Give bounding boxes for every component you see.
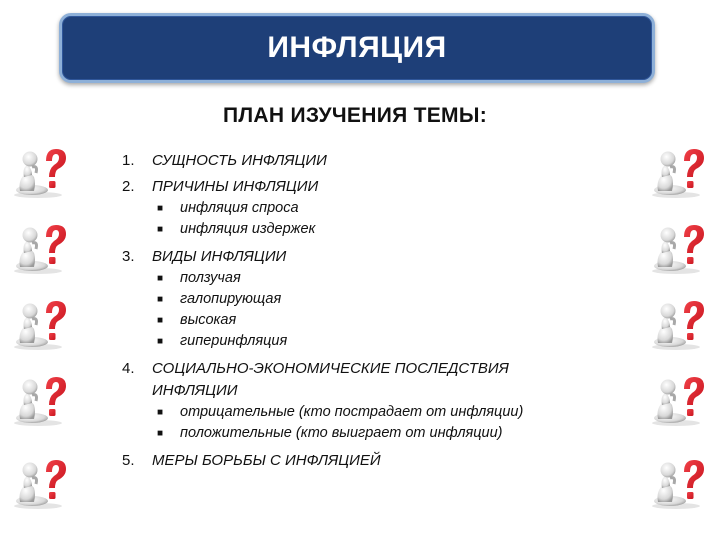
item-text: ВИДЫ ИНФЛЯЦИИ bbox=[152, 248, 287, 265]
thinking-figure-question-mark-icon bbox=[648, 295, 708, 351]
thinking-figure-question-mark-icon bbox=[648, 143, 708, 199]
outline-item bbox=[122, 176, 602, 198]
thinking-figure-question-mark-icon bbox=[648, 454, 708, 510]
bullet-icon: ■ bbox=[157, 315, 164, 326]
sub-item-text: положительные (кто выиграет от инфляции) bbox=[180, 425, 503, 441]
subtitle-text: ПЛАН ИЗУЧЕНИЯ ТЕМЫ: bbox=[222, 104, 488, 127]
sub-item bbox=[122, 289, 602, 310]
sub-item-text: инфляция спроса bbox=[180, 200, 299, 216]
item-text: МЕРЫ БОРЬБЫ С ИНФЛЯЦИЕЙ bbox=[152, 452, 381, 469]
item-text: СУЩНОСТЬ ИНФЛЯЦИИ bbox=[152, 152, 327, 169]
outline-item bbox=[122, 450, 602, 472]
slide-title: ИНФЛЯЦИЯ bbox=[267, 31, 447, 64]
sub-item-text: высокая bbox=[180, 312, 237, 328]
item-number: 5. bbox=[122, 452, 135, 469]
item-number: 1. bbox=[122, 152, 135, 169]
sub-item-text: инфляция издержек bbox=[180, 221, 316, 237]
bullet-icon: ■ bbox=[157, 224, 164, 235]
bullet-icon: ■ bbox=[157, 294, 164, 305]
bullet-icon: ■ bbox=[157, 428, 164, 439]
thinking-figure-question-mark-icon bbox=[10, 371, 70, 427]
thinking-figure-question-mark-icon bbox=[10, 295, 70, 351]
sub-item-text: отрицательные (кто пострадает от инфляции) bbox=[180, 404, 524, 420]
bullet-icon: ■ bbox=[157, 273, 164, 284]
outline-item bbox=[122, 358, 552, 402]
subtitle bbox=[0, 104, 720, 128]
sub-item bbox=[122, 402, 560, 423]
sub-item bbox=[122, 219, 602, 240]
sub-item bbox=[122, 331, 602, 352]
thinking-figure-question-mark-icon bbox=[648, 219, 708, 275]
thinking-figure-question-mark-icon bbox=[648, 371, 708, 427]
sub-item-text: гиперинфляция bbox=[180, 333, 288, 349]
sub-item-text: ползучая bbox=[180, 270, 241, 286]
item-number: 2. bbox=[122, 178, 135, 195]
outline-item bbox=[122, 150, 602, 172]
title-banner bbox=[59, 13, 655, 83]
item-number: 3. bbox=[122, 248, 135, 265]
sub-item-text: галопирующая bbox=[180, 291, 282, 307]
item-text: ПРИЧИНЫ ИНФЛЯЦИИ bbox=[152, 178, 319, 195]
sub-item bbox=[122, 423, 602, 444]
bullet-icon: ■ bbox=[157, 336, 164, 347]
outline-item bbox=[122, 246, 602, 268]
sub-item bbox=[122, 268, 602, 289]
item-text: СОЦИАЛЬНО-ЭКОНОМИЧЕСКИЕ ПОСЛЕДСТВИЯ ИНФЛЯЦИИ bbox=[152, 360, 509, 399]
thinking-figure-question-mark-icon bbox=[10, 454, 70, 510]
bullet-icon: ■ bbox=[157, 203, 164, 214]
thinking-figure-question-mark-icon bbox=[10, 143, 70, 199]
item-number: 4. bbox=[122, 360, 135, 377]
topic-outline bbox=[122, 150, 602, 472]
sub-item bbox=[122, 198, 602, 219]
sub-item bbox=[122, 310, 602, 331]
thinking-figure-question-mark-icon bbox=[10, 219, 70, 275]
bullet-icon: ■ bbox=[157, 407, 164, 418]
